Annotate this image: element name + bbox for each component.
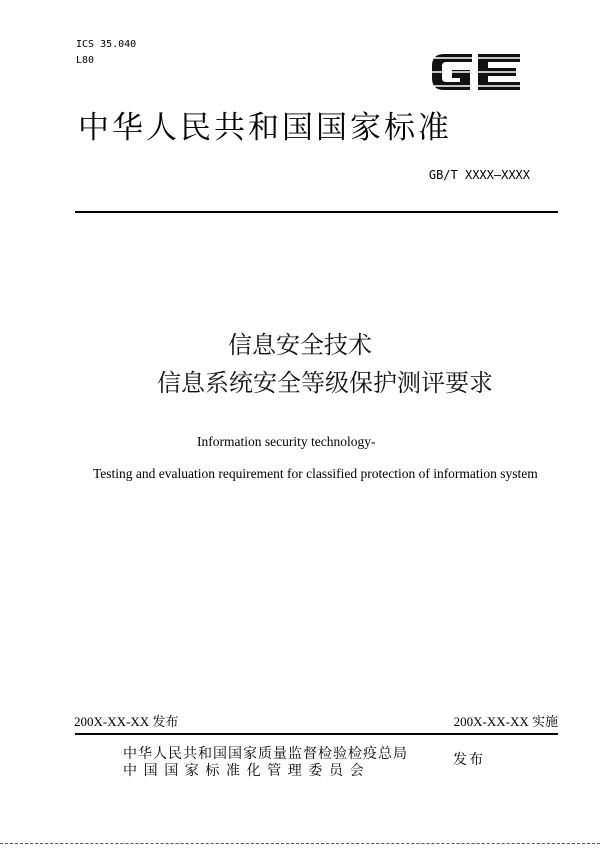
header-divider <box>75 211 558 213</box>
page-bottom-rule <box>0 843 600 844</box>
ics-code: ICS 35.040 <box>76 39 137 50</box>
footer-divider <box>75 733 558 735</box>
title-english-line-2: Testing and evaluation requirement for classified protection of information system <box>93 466 538 481</box>
implementation-date: 200X-XX-XX 实施 <box>453 714 558 729</box>
standard-title: 中华人民共和国国家标准 <box>78 110 452 146</box>
title-english-line-1: Information security technology- <box>197 434 376 449</box>
standard-number: GB/T XXXX—XXXX <box>428 168 530 182</box>
gb-logo <box>422 42 526 98</box>
issue-label: 发布 <box>453 752 485 768</box>
issuer-line-2: 中国国家标准化管理委员会 <box>123 763 371 779</box>
classification-code: L80 <box>76 55 95 66</box>
issuer-line-1: 中华人民共和国国家质量监督检验检疫总局 <box>123 746 408 762</box>
title-chinese-line-1: 信息安全技术 <box>228 331 372 359</box>
title-chinese-line-2: 信息系统安全等级保护测评要求 <box>157 369 493 397</box>
issue-date: 200X-XX-XX 发布 <box>74 714 179 729</box>
